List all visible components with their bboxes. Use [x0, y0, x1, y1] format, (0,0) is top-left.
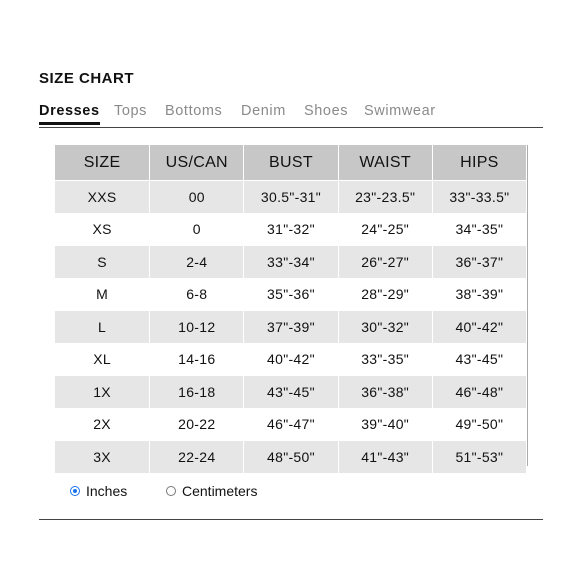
- bottom-divider: [39, 519, 543, 520]
- cell-size: XL: [55, 343, 149, 376]
- tab-bottoms[interactable]: Bottoms: [165, 103, 223, 119]
- cell-us-can: 10-12: [149, 310, 243, 343]
- inches-radio[interactable]: [70, 486, 80, 496]
- cell-size: 3X: [55, 440, 149, 473]
- cell-bust: 46"-47": [243, 408, 337, 441]
- size-table: [55, 145, 526, 473]
- cell-hips: 38"-39": [432, 278, 526, 311]
- column-header-hips: HIPS: [432, 145, 526, 180]
- cell-hips: 33"-33.5": [432, 180, 526, 213]
- cell-size: L: [55, 310, 149, 343]
- cell-us-can: 0: [149, 213, 243, 246]
- tab-shoes[interactable]: Shoes: [304, 103, 349, 119]
- table-row: [55, 343, 526, 376]
- cell-waist: 33"-35": [338, 343, 432, 376]
- cell-size: 1X: [55, 375, 149, 408]
- cell-size: M: [55, 278, 149, 311]
- cell-us-can: 2-4: [149, 245, 243, 278]
- cell-size: XS: [55, 213, 149, 246]
- cell-us-can: 14-16: [149, 343, 243, 376]
- cell-us-can: 20-22: [149, 408, 243, 441]
- cell-bust: 43"-45": [243, 375, 337, 408]
- column-header-size: SIZE: [55, 145, 149, 180]
- table-body: [55, 180, 526, 473]
- cell-bust: 37"-39": [243, 310, 337, 343]
- cell-us-can: 6-8: [149, 278, 243, 311]
- tab-tops[interactable]: Tops: [114, 103, 148, 119]
- cell-waist: 23"-23.5": [338, 180, 432, 213]
- unit-option-inches[interactable]: [70, 483, 127, 499]
- inches-label: Inches: [86, 483, 128, 499]
- cell-bust: 33"-34": [243, 245, 337, 278]
- cell-waist: 28"-29": [338, 278, 432, 311]
- table-row: [55, 310, 526, 343]
- cell-size: S: [55, 245, 149, 278]
- cell-waist: 26"-27": [338, 245, 432, 278]
- cell-bust: 31"-32": [243, 213, 337, 246]
- cell-waist: 36"-38": [338, 375, 432, 408]
- table-row: [55, 278, 526, 311]
- centimeters-label: Centimeters: [182, 483, 258, 499]
- cell-hips: 46"-48": [432, 375, 526, 408]
- category-tabs: [39, 103, 543, 128]
- cell-us-can: 22-24: [149, 440, 243, 473]
- cell-bust: 30.5"-31": [243, 180, 337, 213]
- table-row: [55, 440, 526, 473]
- cell-hips: 43"-45": [432, 343, 526, 376]
- cell-hips: 34"-35": [432, 213, 526, 246]
- page-title: SIZE CHART: [39, 70, 134, 87]
- table-row: [55, 408, 526, 441]
- cell-waist: 30"-32": [338, 310, 432, 343]
- column-header-waist: WAIST: [338, 145, 432, 180]
- cell-hips: 49"-50": [432, 408, 526, 441]
- cell-waist: 41"-43": [338, 440, 432, 473]
- cell-size: XXS: [55, 180, 149, 213]
- cell-hips: 36"-37": [432, 245, 526, 278]
- cell-hips: 51"-53": [432, 440, 526, 473]
- cell-size: 2X: [55, 408, 149, 441]
- column-header-us-can: US/CAN: [149, 145, 243, 180]
- centimeters-radio[interactable]: [166, 486, 176, 496]
- table-row: [55, 180, 526, 213]
- table-header-row: [55, 145, 526, 180]
- tab-dresses[interactable]: Dresses: [39, 103, 100, 119]
- cell-waist: 39"-40": [338, 408, 432, 441]
- column-header-bust: BUST: [243, 145, 337, 180]
- cell-bust: 40"-42": [243, 343, 337, 376]
- cell-waist: 24"-25": [338, 213, 432, 246]
- cell-bust: 35"-36": [243, 278, 337, 311]
- cell-us-can: 16-18: [149, 375, 243, 408]
- tab-denim[interactable]: Denim: [241, 103, 286, 119]
- table-row: [55, 375, 526, 408]
- cell-us-can: 00: [149, 180, 243, 213]
- table-row: [55, 245, 526, 278]
- unit-option-centimeters[interactable]: [166, 483, 257, 499]
- cell-hips: 40"-42": [432, 310, 526, 343]
- table-row: [55, 213, 526, 246]
- tab-swimwear[interactable]: Swimwear: [364, 103, 436, 119]
- cell-bust: 48"-50": [243, 440, 337, 473]
